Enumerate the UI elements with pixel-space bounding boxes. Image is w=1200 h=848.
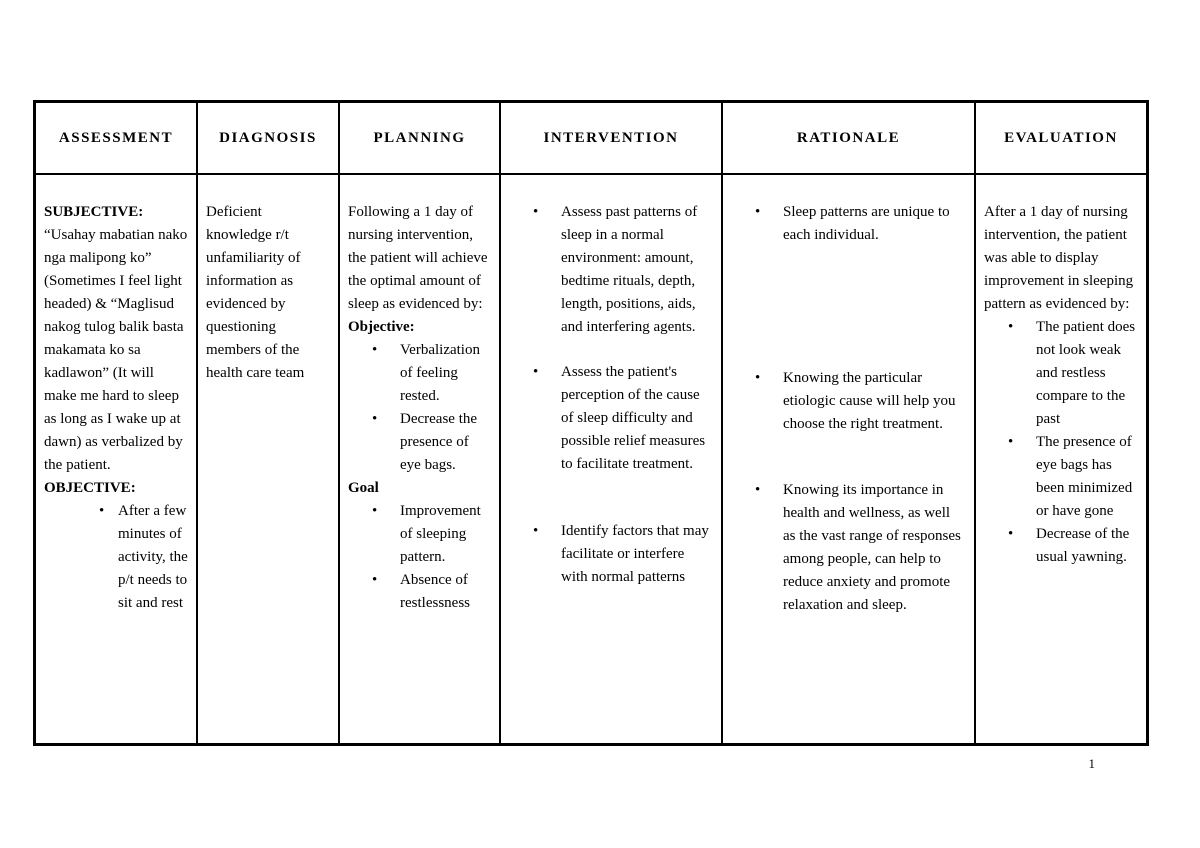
planning-intro: Following a 1 day of nursing intervention, the patient will achieve the optimal amount of sleep as evidenced by: [348, 204, 488, 312]
list-item: • After a few minutes of activity, the p/t needs to sit and rest [44, 500, 188, 615]
evaluation-intro: After a 1 day of nursing intervention, the patient was able to display improvement in sleeping pattern as evidenced by: [984, 204, 1134, 312]
planning-goal-label: Goal [348, 480, 379, 496]
page-number: 1 [1088, 756, 1095, 771]
objective-label: OBJECTIVE: [44, 480, 136, 496]
list-item: • Verbalization of feeling rested. [348, 339, 491, 408]
evaluation-list [984, 316, 1138, 569]
list-item: • Knowing its importance in health and wellness, as well as the vast range of responses among people, can help to reduce anxiety and promote relaxation and sleep. [731, 479, 966, 617]
header-diagnosis: DIAGNOSIS [198, 103, 340, 175]
list-item: • Knowing the particular etiologic cause will help you choose the right treatment. [731, 367, 966, 436]
list-item: • Absence of restlessness [348, 569, 491, 615]
cell-intervention [501, 175, 723, 743]
list-item: • Decrease the presence of eye bags. [348, 408, 491, 477]
cell-evaluation [976, 175, 1146, 743]
list-item: • Improvement of sleeping pattern. [348, 500, 491, 569]
list-item: • Identify factors that may facilitate or interfere with normal patterns [509, 520, 713, 589]
cell-assessment [36, 175, 198, 743]
list-item: • Sleep patterns are unique to each individual. [731, 201, 966, 247]
header-assessment: ASSESSMENT [36, 103, 198, 175]
list-item: • The presence of eye bags has been minimized or have gone [984, 431, 1138, 523]
cell-planning [340, 175, 501, 743]
header-evaluation: EVALUATION [976, 103, 1146, 175]
subjective-label: SUBJECTIVE: [44, 204, 144, 220]
nursing-care-plan-table [33, 100, 1149, 746]
subjective-text: “Usahay mabatian nako nga malipong ko” (Sometimes I feel light headed) & “Maglisud nakog tulog balik basta makamata ko sa kadlawon” (It will make me hard to sleep as long as I wake up at dawn) as verbalized by the patient. [44, 227, 188, 473]
planning-goal-list [348, 500, 491, 615]
header-intervention: INTERVENTION [501, 103, 723, 175]
list-item: • Decrease of the usual yawning. [984, 523, 1138, 569]
header-rationale: RATIONALE [723, 103, 976, 175]
planning-objective-list [348, 339, 491, 477]
list-item: • Assess past patterns of sleep in a normal environment: amount, bedtime rituals, depth, length, positions, aids, and interfering agents. [509, 201, 713, 339]
rationale-list [731, 201, 966, 617]
diagnosis-text: Deficient knowledge r/t unfamiliarity of information as evidenced by questioning members of the health care team [206, 204, 305, 381]
intervention-list [509, 201, 713, 589]
list-item: • Assess the patient's perception of the cause of sleep difficulty and possible relief measures to facilitate treatment. [509, 361, 713, 476]
planning-objective-label: Objective: [348, 319, 415, 335]
cell-diagnosis [198, 175, 340, 743]
header-planning: PLANNING [340, 103, 501, 175]
cell-rationale [723, 175, 976, 743]
assessment-objective-list [44, 500, 188, 615]
list-item: • The patient does not look weak and restless compare to the past [984, 316, 1138, 431]
